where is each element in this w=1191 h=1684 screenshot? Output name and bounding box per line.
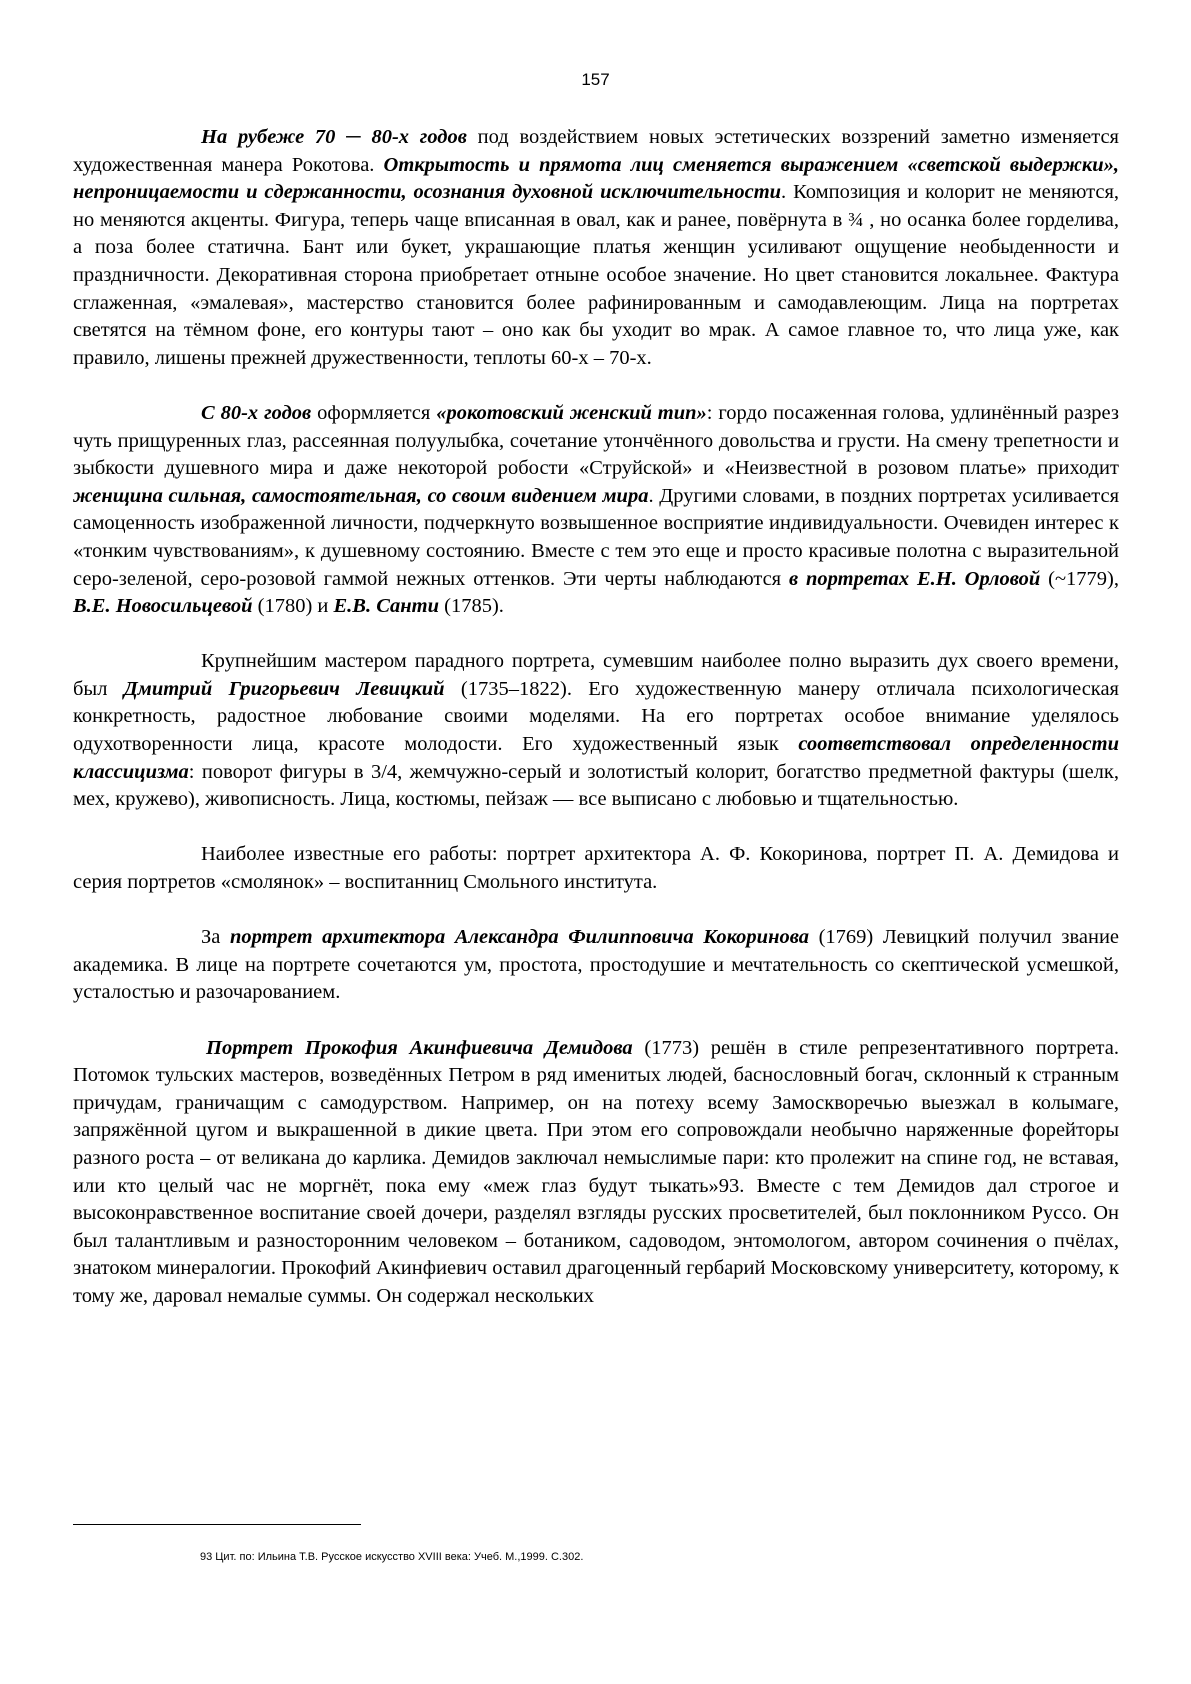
footnote: 93 Цит. по: Ильина Т.В. Русское искусство XVIII века: Учеб. М.,1999. С.302. [200,1551,584,1563]
paragraph-text: (~1779), [1040,567,1120,590]
emphasis-text: соответствовал определенности классицизма [73,733,1120,783]
paragraph-text: : гордо посаженная голова, удлинённый разрез чуть прищуренных глаз, рассеянная полуулыбка, сочетание утончённого довольства и грусти. На смену трепетности и зыбкости душевного мира и даже некоторой робости «Струйской» и «Неизвестной в розовом платье» приходит [73,401,1119,480]
body-text [73,124,1119,1311]
paragraph-text: (1769) Левицкий получил звание академика. В лице на портрете сочетаются ум, простота, простодушие и мечтательность со скептической усмешкой, усталостью и разочарованием. [73,926,1120,1004]
paragraph-3 [73,648,1119,814]
footnote-divider [73,1524,361,1525]
emphasis-text: «рокотовский женский тип» [436,401,707,424]
emphasis-text: Портрет Прокофия Акинфиевича Демидова [206,1036,633,1059]
paragraph-text: (1785). [439,595,504,618]
emphasis-text: С 80-х годов [201,401,312,424]
emphasis-text: женщина сильная, самостоятельная, со своим видением мира [73,484,649,507]
paragraph-6 [73,1035,1119,1311]
paragraph-text: За [201,926,230,949]
paragraph-2 [73,400,1119,621]
paragraph-1 [73,124,1119,372]
paragraph-text: (1780) и [252,595,334,618]
paragraph-text: оформляется [311,401,437,424]
emphasis-text: В.Е. Новосильцевой [73,595,253,618]
page-number: 157 [581,70,610,89]
emphasis-text: Е.В. Санти [333,595,440,618]
emphasis-text: Открытость и прямота лиц сменяется выражением «светской выдержки», непроницаемости и сдержанности, осознания духовной исключительности [73,153,1120,204]
paragraph-text: Наиболее известные его работы: портрет архитектора А. Ф. Кокоринова, портрет П. А. Демидова и серия портретов «смолянок» – воспитанниц Смольного института. [73,843,1119,894]
paragraph-5 [73,924,1119,1007]
paragraph-text: . Другими словами, в поздних портретах усиливается самоценность изображенной личности, подчеркнуто возвышенное восприятие индивидуальности. Очевиден интерес к «тонким чувствованиям», к душевному состоянию. Вместе с тем это еще и просто красивые полотна с выразительной серо-зеленой, серо-розовой гаммой нежных оттенков. Эти черты наблюдаются [73,484,1119,590]
paragraph-text: под воздействием новых эстетических воззрений заметно изменяется художественная манера Рокотова. [73,126,1119,176]
emphasis-text: в портретах Е.Н. Орловой [788,567,1041,590]
emphasis-text: Дмитрий Григорьевич Левицкий [123,677,445,700]
emphasis-text: портрет архитектора Александра Филипповича Кокоринова [229,926,809,949]
paragraph-text: (1735–1822). Его художественную манеру отличала психологическая конкретность, радостное любование своими моделями. На его портретах особое внимание уделялось одухотворенности лица, красоте молодости. Его художественный язык [73,677,1119,756]
paragraph-4 [73,841,1119,896]
paragraph-text: . Композиция и колорит не меняются, но меняются акценты. Фигура, теперь чаще вписанная в овал, как и ранее, повёрнута в ¾ , но осанка более горделива, а поза более статична. Бант или букет, украшающие платья женщин усиливают ощущение необыденности и праздничности. Декоративная сторона приобретает отныне особое значение. Но цвет становится локальнее. Фактура сглаженная, «эмалевая», мастерство становится более рафинированным и самодавлеющим. Лица на портретах светятся на тёмном фоне, его контуры тают – оно как бы уходит во мрак. А самое главное то, что лица уже, как правило, лишены прежней дружественности, теплоты 60-х – 70-х. [73,181,1119,369]
paragraph-text: Крупнейшим мастером парадного портрета, сумевшим наиболее полно выразить дух своего времени, был [73,650,1119,700]
paragraph-text: : поворот фигуры в 3/4, жемчужно-серый и золотистый колорит, богатство предметной фактуры (шелк, мех, кружево), живописность. Лица, костюмы, пейзаж — все выписано с любовью и тщательностью. [73,760,1119,811]
paragraph-text: (1773) решён в стиле репрезентативного портрета. Потомок тульских мастеров, возведённых Петром в ряд именитых людей, баснословный богач, склонный к странным причудам, граничащим с самодурством. Например, он на потеху всему Замоскворечью выезжал в колымаге, запряжённой цугом и выкрашенной в дикие цвета. При этом его сопровождали необычно наряженные форейторы разного роста – от великана до карлика. Демидов заключал немыслимые пари: кто пролежит на спине год, не вставая, или кто целый час не моргнёт, пока ему «меж глаз будут тыкать»93. Вместе с тем Демидов дал строгое и высоконравственное воспитание своей дочери, разделял взгляды русских просветителей, был поклонником Руссо. Он был талантливым и разносторонним человеком – ботаником, садоводом, энтомологом, автором сочинения о пчёлах, знатоком минералогии. Прокофий Акинфиевич оставил драгоценный гербарий Московскому университету, которому, к тому же, даровал немалые суммы. Он содержал нескольких [73,1036,1119,1307]
emphasis-text: На рубеже 70 ─ 80-х годов [201,126,467,148]
